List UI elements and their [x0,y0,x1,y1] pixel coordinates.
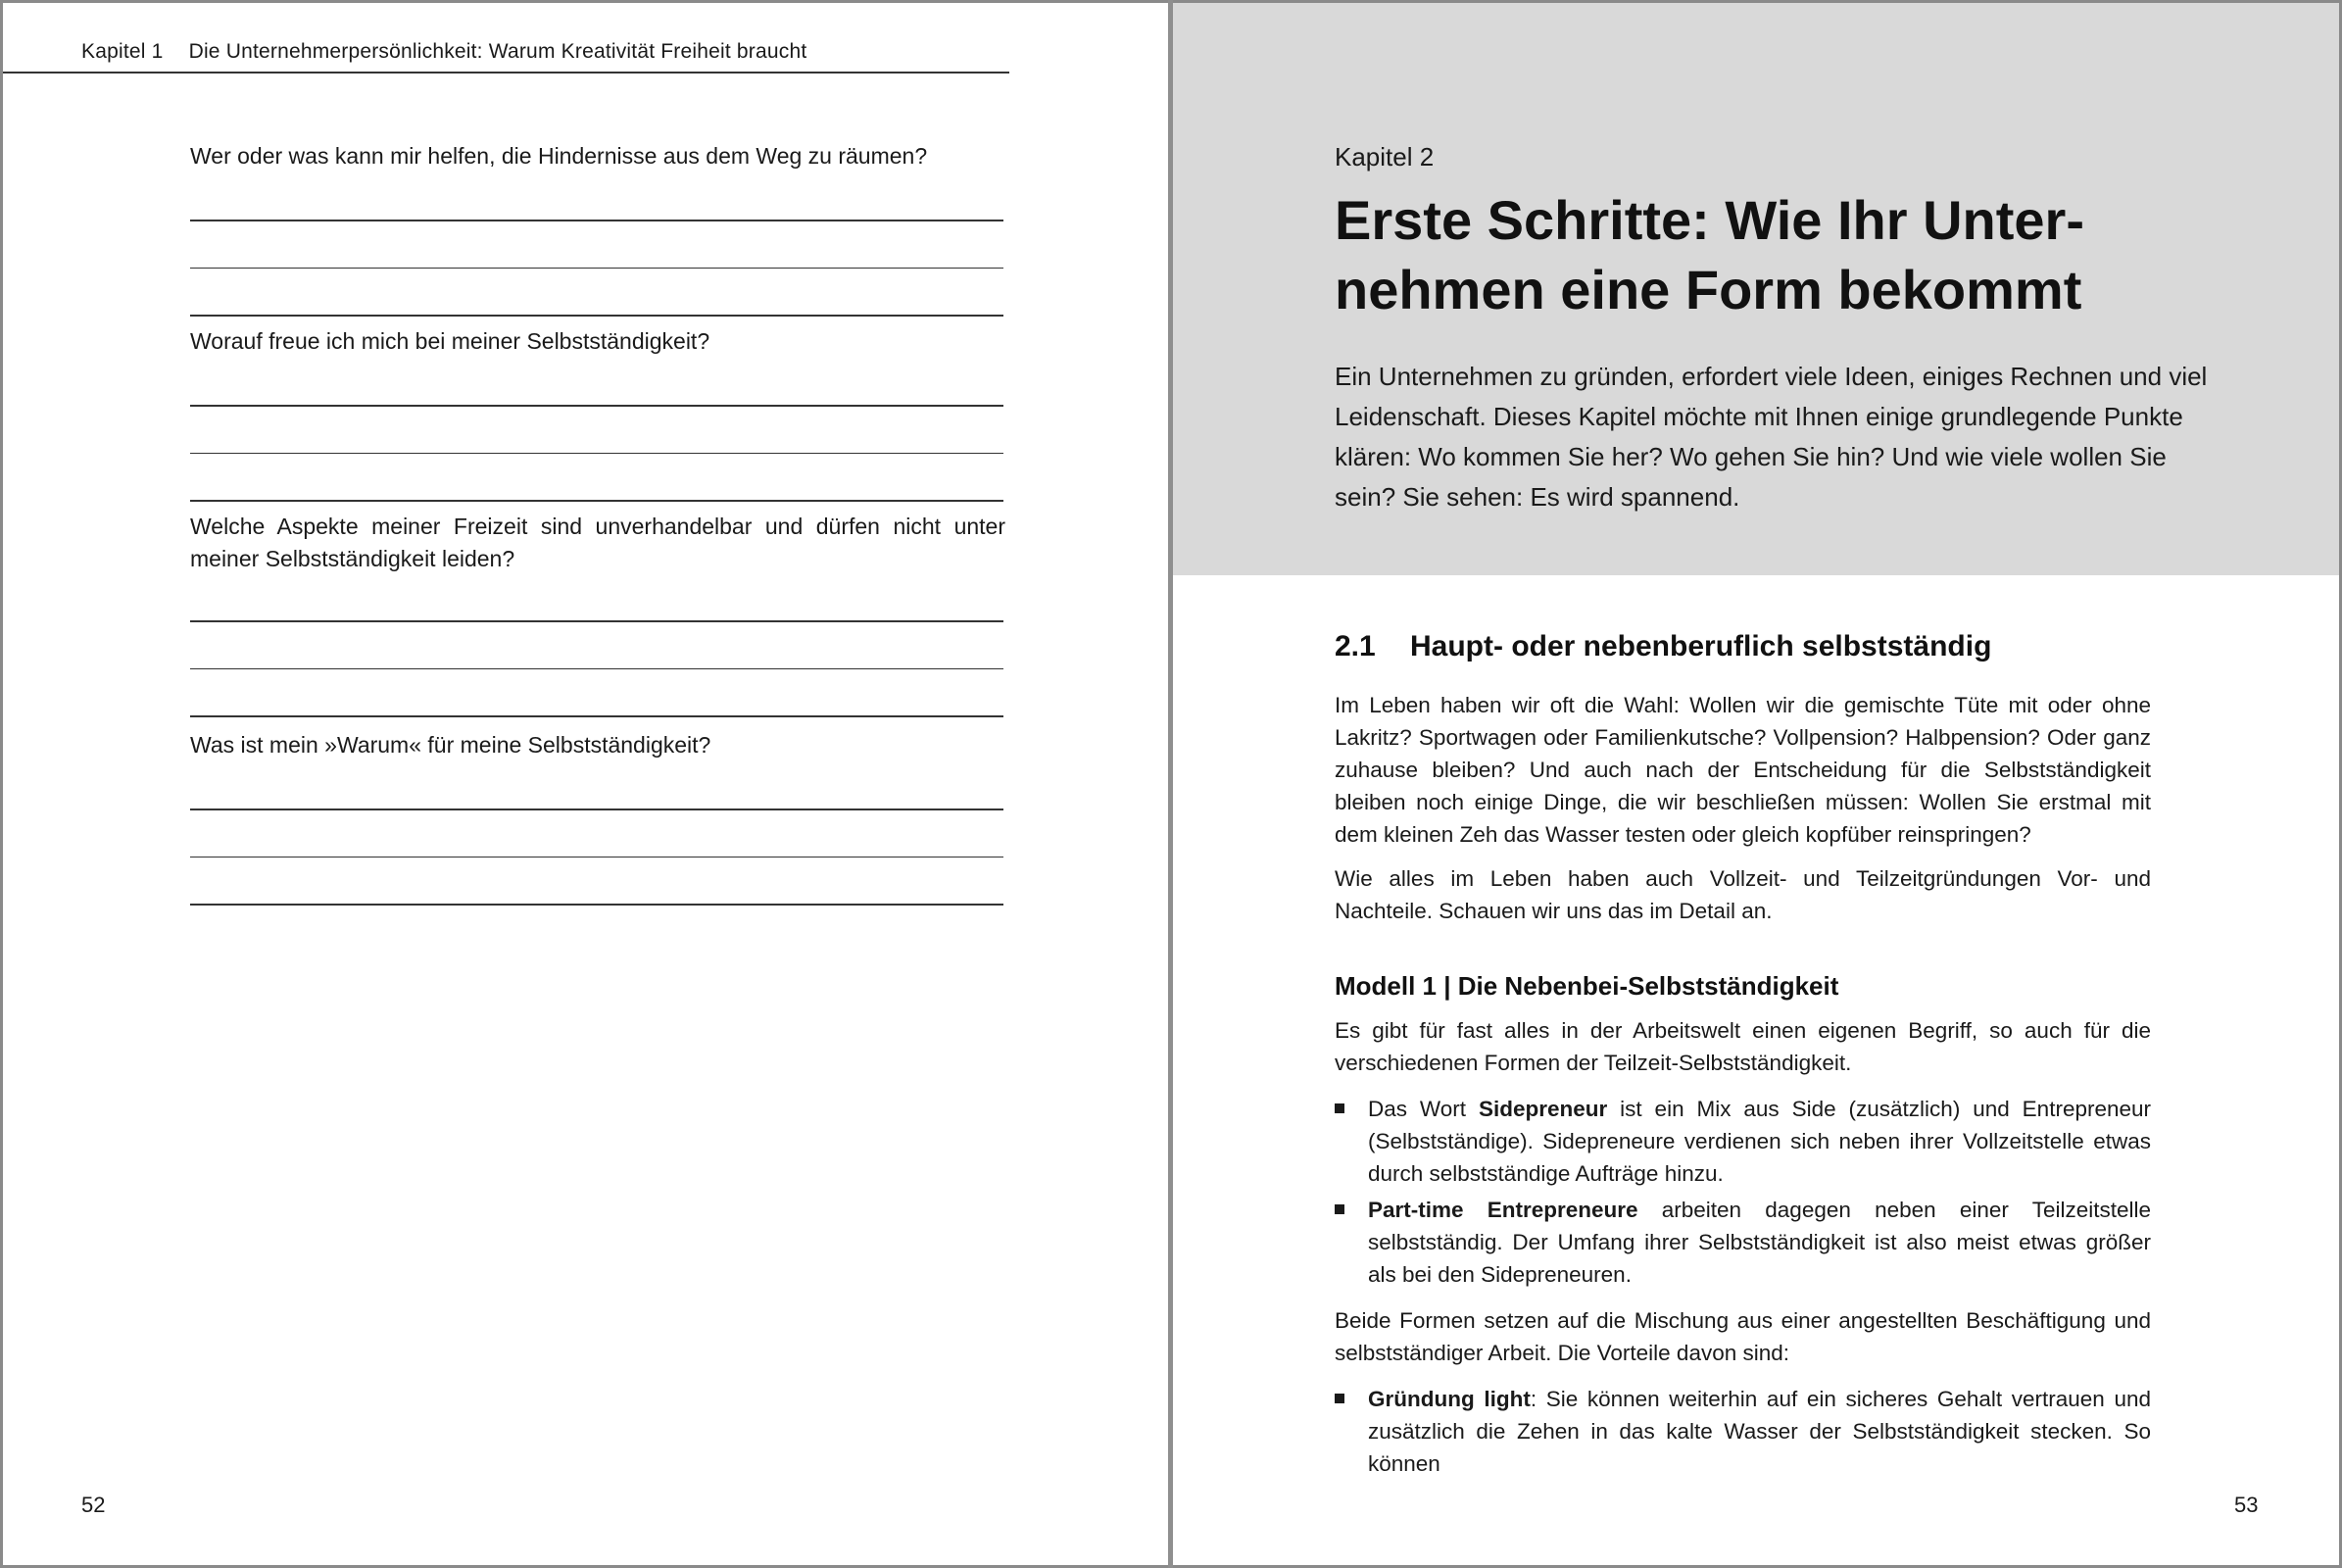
running-head-rule [3,72,1009,74]
bullet-term: Gründung light [1368,1387,1531,1411]
question-block [190,325,1005,502]
question-block [190,729,1005,906]
body-paragraph: Wie alles im Leben haben auch Vollzeit- und Teilzeitgründungen Vor- und Nachteile. Schauen wir uns das im Detail an. [1335,866,2151,923]
answer-line[interactable] [190,715,1003,717]
answer-line[interactable] [190,808,1003,810]
answer-line[interactable] [190,668,1003,670]
running-head-chapter-title: Die Unternehmerpersönlichkeit: Warum Kreativität Freiheit braucht [188,40,807,63]
question-text: Welche Aspekte meiner Freizeit sind unverhandelbar und dürfen nicht unter meiner Selbstständigkeit leiden? [190,514,1005,571]
question-block [190,511,1005,717]
square-bullet-icon [1335,1394,1344,1403]
question-text: Was ist mein »Warum« für meine Selbstständigkeit? [190,732,711,758]
question-text: Wer oder was kann mir helfen, die Hindernisse aus dem Weg zu räumen? [190,143,928,169]
chapter-intro: Ein Unternehmen zu gründen, erfordert viele Ideen, einiges Rechnen und viel Leidenschaft. Dieses Kapitel möchte mit Ihnen einige grundlegende Punkte klären: Wo kommen Sie her? Wo gehen Sie hin? Und wie viele wollen Sie sein? Sie sehen: Es wird spannend. [1335,362,2208,512]
bullet-text [1368,1194,2151,1291]
body-paragraph: Im Leben haben wir oft die Wahl: Wollen wir die gemischte Tüte mit oder ohne Lakritz? Sportwagen oder Familienkutsche? Vollpension? Halbpension? Oder ganz zuhause bleiben? Und auch nach der Entscheidung für die Selbstständigkeit bleiben noch einige Dinge, die wir beschließen müssen: Wollen Sie erstmal mit dem kleinen Zeh das Wasser testen oder gleich kopfüber reinspringen? [1335,693,2151,847]
bullet-term: Part-time Entrepreneure [1368,1198,1638,1222]
answer-line[interactable] [190,268,1003,270]
bullet-text [1368,1093,2151,1190]
chapter-title [1335,185,2217,324]
chapter-title-line-1: Erste Schritte: Wie Ihr Unter- [1335,189,2084,251]
section-heading [1335,630,1991,663]
answer-line[interactable] [190,453,1003,455]
bullet-item [1335,1093,2151,1190]
bullet-term: Sidepreneur [1478,1097,1608,1121]
running-head [81,40,1012,64]
chapter-label: Kapitel 2 [1335,142,1435,172]
section-title: Haupt- oder nebenberuflich selbstständig [1410,630,1992,662]
answer-line[interactable] [190,315,1003,317]
bullet-text-post: : Sie können weiterhin auf ein sicheres Gehalt vertrauen und zusätzlich die Zehen in das kalte Wasser der Selbstständigkeit stecken. So können [1368,1387,2151,1476]
running-head-chapter-number: Kapitel 1 [81,40,164,63]
square-bullet-icon [1335,1204,1344,1214]
answer-line[interactable] [190,904,1003,906]
bullet-item [1335,1383,2151,1480]
square-bullet-icon [1335,1103,1344,1113]
page-number-right: 53 [2234,1493,2259,1517]
answer-line[interactable] [190,500,1003,502]
bullet-text [1368,1383,2151,1480]
answer-line[interactable] [190,620,1003,622]
bullet-text-post: arbeiten dagegen neben einer Teilzeitstelle selbstständig. Der Umfang ihrer Selbstständigkeit ist also meist etwas größer als bei den Sidepreneuren. [1368,1198,2152,1287]
question-text: Worauf freue ich mich bei meiner Selbstständigkeit? [190,328,710,354]
body-paragraph: Beide Formen setzen auf die Mischung aus einer angestellten Beschäftigung und selbstständiger Arbeit. Die Vorteile davon sind: [1335,1308,2151,1365]
bullet-item [1335,1194,2151,1291]
page-number-left: 52 [81,1493,106,1517]
bullet-text-post: ist ein Mix aus Side (zusätzlich) und Entrepreneur (Selbstständige). Sidepreneure verdienen sich neben ihrer Vollzeitstelle etwas durch selbstständige Aufträge hinzu. [1368,1097,2152,1186]
body-paragraph: Es gibt für fast alles in der Arbeitswelt einen eigenen Begriff, so auch für die verschiedenen Formen der Teilzeit-Selbstständigkeit. [1335,1018,2151,1075]
question-block [190,140,1005,317]
bullet-text-pre: Das Wort [1368,1097,1479,1121]
answer-line[interactable] [190,220,1003,221]
left-page [3,3,1168,1565]
model-heading: Modell 1 | Die Nebenbei-Selbstständigkeit [1335,971,1839,1001]
chapter-title-line-2: nehmen eine Form bekommt [1335,259,2082,320]
section-number: 2.1 [1335,630,1376,662]
answer-line[interactable] [190,857,1003,858]
answer-line[interactable] [190,405,1003,407]
right-page [1173,3,2339,1565]
